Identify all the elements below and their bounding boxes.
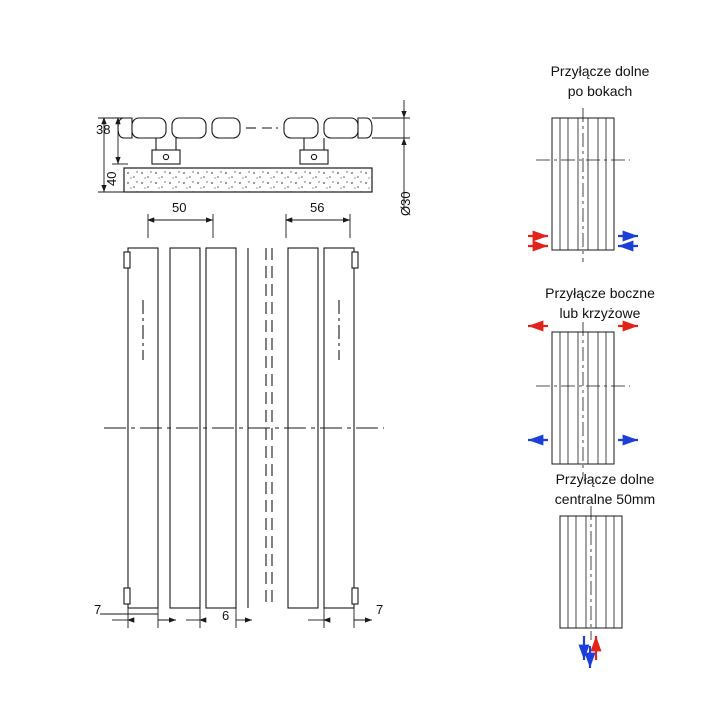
dim-label-40: 40 [104, 171, 119, 186]
dim-label-left7: 7 [94, 602, 102, 617]
variant-side-cross [536, 322, 630, 476]
dim-label-mid6: 6 [222, 608, 230, 623]
variant1-title-line2: po bokach [567, 83, 633, 99]
top-view-group [118, 118, 372, 192]
variant2-title-line1: Przyłącze boczne [545, 285, 655, 301]
variant1-title-line1: Przyłącze dolne [550, 63, 650, 79]
dim-label-38: 38 [96, 122, 111, 137]
dim-label-50: 50 [172, 200, 187, 215]
variant3-arrows [584, 636, 596, 668]
variant3-title-line1: Przyłącze dolne [555, 471, 655, 487]
variant-bottom-central [560, 506, 622, 640]
dim-label-56: 56 [310, 200, 325, 215]
variant3-title-line2: centralne 50mm [554, 491, 656, 507]
variant-bottom-sides [536, 108, 630, 262]
front-view-group [104, 248, 384, 608]
dim-label-right7: 7 [376, 602, 384, 617]
bottom-dimensions [100, 608, 372, 628]
dim-label-d30: Ø30 [398, 191, 413, 216]
variant2-title-line2: lub krzyżowe [559, 305, 641, 321]
horizontal-dimensions [148, 214, 350, 238]
